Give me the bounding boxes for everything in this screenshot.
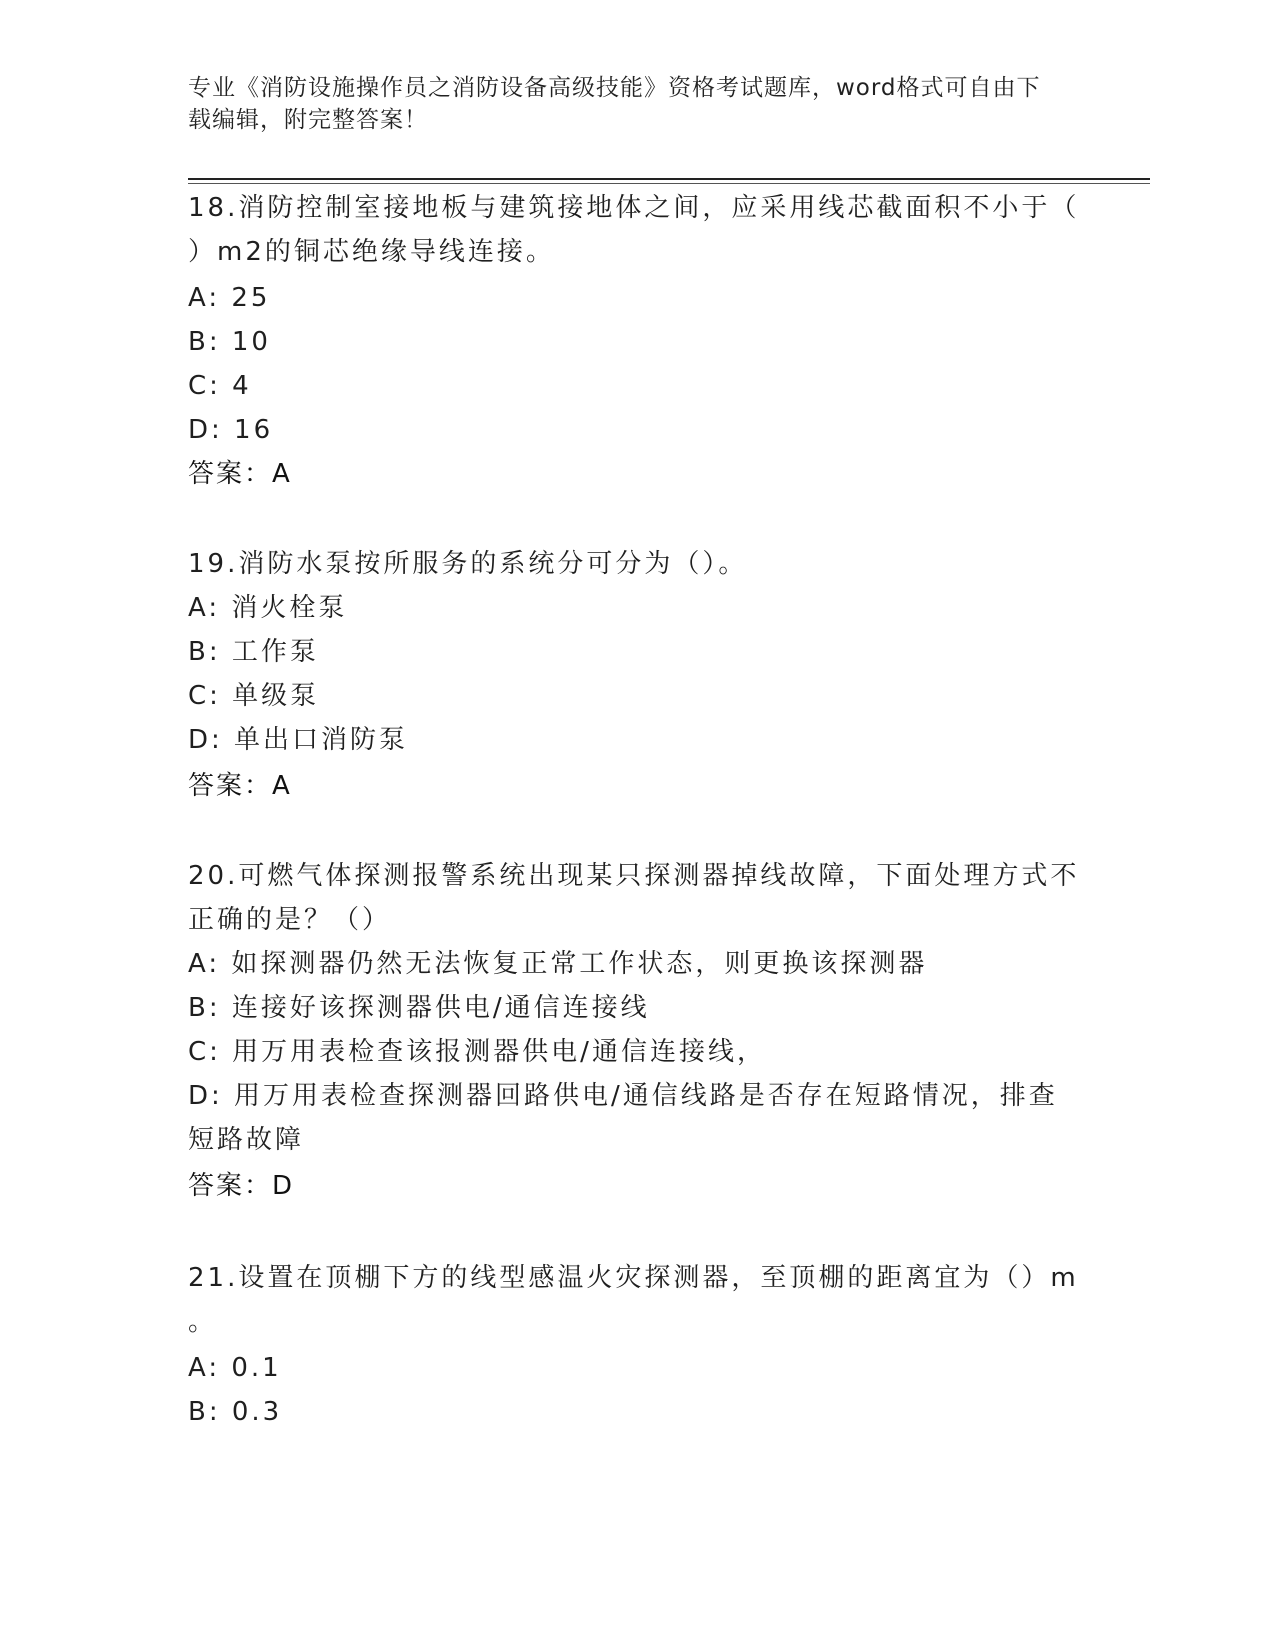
- q19-option-b: B: 工作泵: [188, 637, 319, 667]
- q19-option-c: C: 单级泵: [188, 681, 320, 711]
- q19-option-d: D: 单出口消防泵: [188, 725, 409, 755]
- q19-option-a: A: 消火栓泵: [188, 593, 348, 623]
- header-line-2: 载编辑，附完整答案！: [188, 107, 428, 133]
- document-header: [188, 72, 1088, 136]
- q21-option-b: B: 0.3: [188, 1397, 283, 1427]
- q20-option-b: B: 连接好该探测器供电/通信连接线: [188, 993, 650, 1023]
- q21-stem-line-1: 21.设置在顶棚下方的线型感温火灾探测器，至顶棚的距离宜为（）m: [188, 1263, 1079, 1293]
- q20-stem-line-1: 20.可燃气体探测报警系统出现某只探测器掉线故障，下面处理方式不: [188, 861, 1080, 891]
- q20-option-c: C: 用万用表检查该报测器供电/通信连接线，: [188, 1037, 766, 1067]
- q18-option-a: A: 25: [188, 283, 271, 313]
- q18-answer: 答案：A: [188, 459, 292, 489]
- header-divider-thin: [188, 183, 1150, 184]
- q18-option-b: B: 10: [188, 327, 271, 357]
- q18-stem-line-2: ）m2的铜芯绝缘导线连接。: [188, 237, 555, 267]
- q20-option-a: A: 如探测器仍然无法恢复正常工作状态，则更换该探测器: [188, 949, 928, 979]
- q18-option-c: C: 4: [188, 371, 252, 401]
- q19-answer: 答案：A: [188, 771, 292, 801]
- q21-option-a: A: 0.1: [188, 1353, 282, 1383]
- header-line-1: 专业《消防设施操作员之消防设备高级技能》资格考试题库，word格式可自由下: [188, 75, 1041, 101]
- q18-stem-line-1: 18.消防控制室接地板与建筑接地体之间，应采用线芯截面积不小于（: [188, 193, 1080, 223]
- q18-option-d: D: 16: [188, 415, 274, 445]
- q20-option-d-line-2: 短路故障: [188, 1125, 305, 1155]
- q20-answer: 答案：D: [188, 1171, 295, 1201]
- q20-option-d-line-1: D: 用万用表检查探测器回路供电/通信线路是否存在短路情况，排查: [188, 1081, 1058, 1111]
- q19-stem-line-1: 19.消防水泵按所服务的系统分可分为（）。: [188, 549, 748, 579]
- header-divider-thick: [188, 178, 1150, 180]
- q21-stem-line-2: 。: [188, 1307, 218, 1337]
- q20-stem-line-2: 正确的是？（）: [188, 905, 392, 935]
